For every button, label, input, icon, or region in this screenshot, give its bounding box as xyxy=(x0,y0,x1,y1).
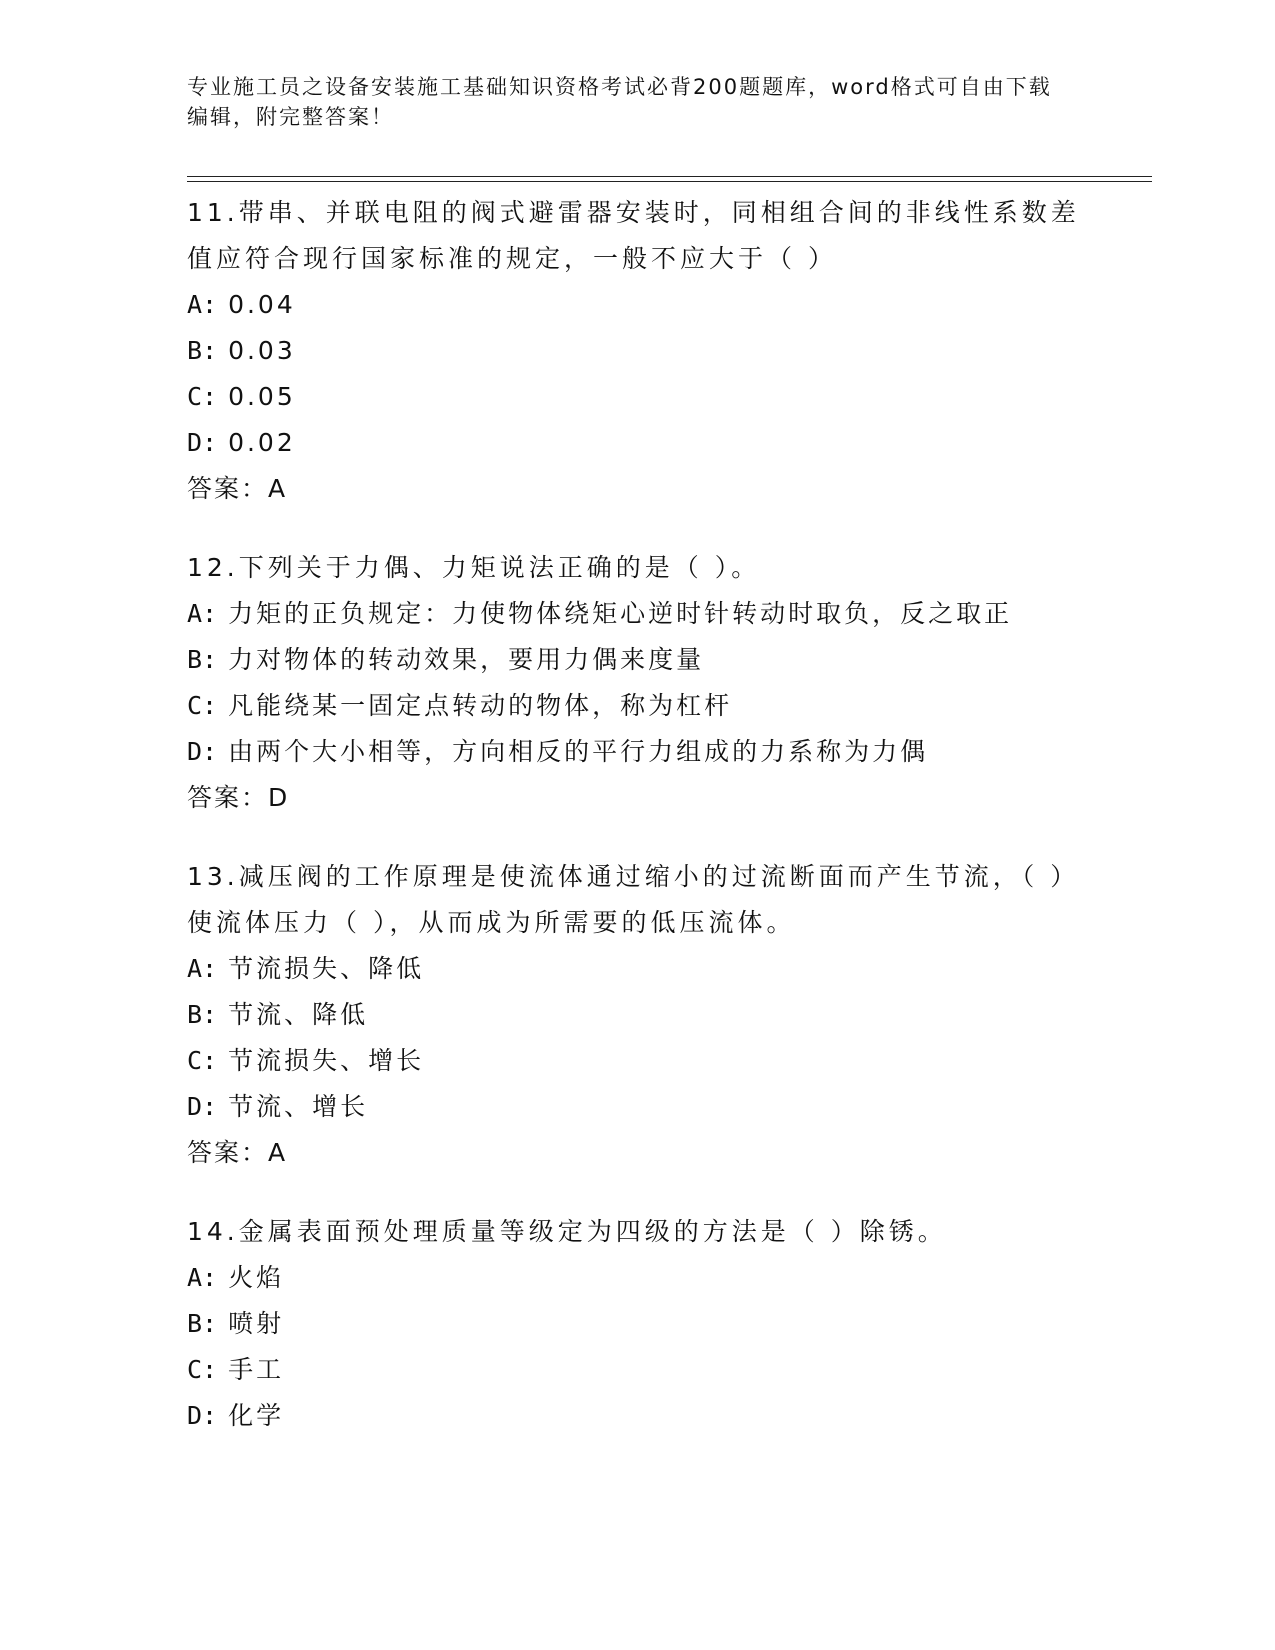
option-d xyxy=(187,729,1087,775)
answer-line: 答案：A xyxy=(187,1138,288,1167)
option-text: 由两个大小相等，方向相反的平行力组成的力系称为力偶 xyxy=(228,737,929,766)
option-letter: A: xyxy=(187,954,218,983)
option-letter: C: xyxy=(187,691,218,720)
option-d xyxy=(187,420,1087,466)
option-letter: C: xyxy=(187,1355,218,1384)
question-14 xyxy=(187,1209,1087,1439)
option-letter: D: xyxy=(187,1092,218,1121)
option-c xyxy=(187,683,1087,729)
option-letter: B: xyxy=(187,1309,218,1338)
question-11 xyxy=(187,190,1087,512)
option-b xyxy=(187,328,1087,374)
question-13 xyxy=(187,854,1087,1176)
option-letter: B: xyxy=(187,645,218,674)
option-a xyxy=(187,1255,1087,1301)
option-text: 节流损失、增长 xyxy=(228,1046,425,1075)
option-letter: A: xyxy=(187,1263,218,1292)
option-d xyxy=(187,1393,1087,1439)
option-c xyxy=(187,1347,1087,1393)
option-b xyxy=(187,992,1087,1038)
option-text: 节流损失、降低 xyxy=(228,954,425,983)
header-rule-bottom xyxy=(187,181,1152,182)
option-letter: D: xyxy=(187,1401,218,1430)
option-letter: D: xyxy=(187,737,218,766)
question-12 xyxy=(187,545,1087,821)
option-text: 力对物体的转动效果，要用力偶来度量 xyxy=(228,645,705,674)
option-text: 火焰 xyxy=(228,1263,285,1292)
option-text: 0.05 xyxy=(228,382,296,411)
option-d xyxy=(187,1084,1087,1130)
answer-line: 答案：A xyxy=(187,474,288,503)
option-a xyxy=(187,591,1087,637)
option-text: 节流、降低 xyxy=(228,1000,369,1029)
question-list xyxy=(187,190,1087,1472)
question-text: 12.下列关于力偶、力矩说法正确的是（ ）。 xyxy=(187,553,761,582)
option-c xyxy=(187,374,1087,420)
option-text: 0.03 xyxy=(228,336,296,365)
option-text: 力矩的正负规定：力使物体绕矩心逆时针转动时取负，反之取正 xyxy=(228,599,1013,628)
option-letter: C: xyxy=(187,382,218,411)
option-letter: C: xyxy=(187,1046,218,1075)
option-text: 喷射 xyxy=(228,1309,285,1338)
option-text: 节流、增长 xyxy=(228,1092,369,1121)
option-a xyxy=(187,282,1087,328)
option-a xyxy=(187,946,1087,992)
option-b xyxy=(187,637,1087,683)
option-text: 手工 xyxy=(228,1355,285,1384)
option-text: 化学 xyxy=(228,1401,285,1430)
option-b xyxy=(187,1301,1087,1347)
question-text: 11.带串、并联电阻的阀式避雷器安装时，同相组合间的非线性系数差值应符合现行国家标准的规定，一般不应大于（ ） xyxy=(187,198,1080,273)
option-letter: B: xyxy=(187,1000,218,1029)
option-text: 0.02 xyxy=(228,428,296,457)
option-letter: A: xyxy=(187,599,218,628)
option-letter: D: xyxy=(187,428,218,457)
option-text: 0.04 xyxy=(228,290,296,319)
question-text: 14.金属表面预处理质量等级定为四级的方法是（ ）除锈。 xyxy=(187,1217,947,1246)
header-rule-top xyxy=(187,176,1152,177)
option-letter: B: xyxy=(187,336,218,365)
answer-line: 答案：D xyxy=(187,783,290,812)
option-text: 凡能绕某一固定点转动的物体，称为杠杆 xyxy=(228,691,733,720)
option-c xyxy=(187,1038,1087,1084)
question-text: 13.减压阀的工作原理是使流体通过缩小的过流断面而产生节流，（ ）使流体压力（ ），从而成为所需要的低压流体。 xyxy=(187,862,1080,937)
option-letter: A: xyxy=(187,290,218,319)
document-header: 专业施工员之设备安装施工基础知识资格考试必背200题题库，word格式可自由下载编辑，附完整答案！ xyxy=(187,75,1052,129)
